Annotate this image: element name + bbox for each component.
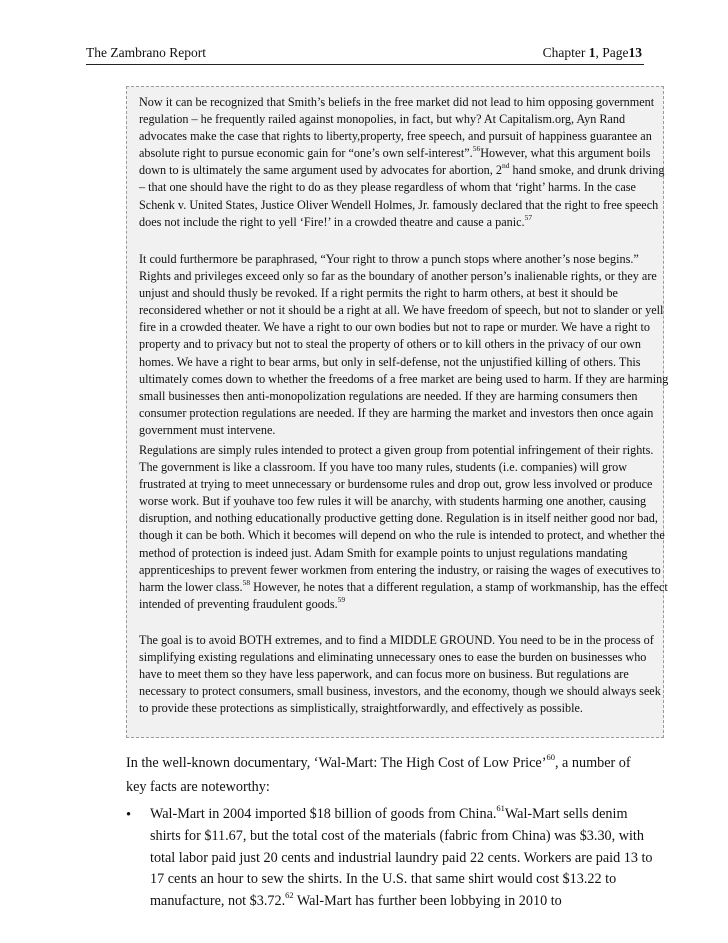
page-header (86, 44, 644, 65)
bullet-text: Wal-Mart in 2004 imported $18 billion of goods from China.$^{61}$Wal-Mart sells denim shirts for $11.67, but the total cost of the materials (fabric from China) was $3.30, with total labor paid just 20 cents and industrial laundry paid 22 cents. Workers are paid 13 to 17 cents an hour to sew the shirts. In the U.S. that same shirt would cost $13.22 to manufacture, not $3.72.62 Wal-Mart has further been lobbying in 2010 to (150, 803, 653, 910)
footnote-ref: 57 (524, 212, 533, 222)
intro-paragraph: In the well-known documentary, ‘Wal-Mart: The High Cost of Low Price’$^{60}$, a number of key facts are noteworthy: (126, 752, 631, 795)
box-paragraph-1: Now it can be recognized that Smith’s beliefs in the free market did not lead to him opposing government regulation – he frequently railed against monopolies, in fact, but why? At Capitalism.org, Ayn Rand advocates make the case that rights to liberty,property, free speech, and pursuit of happiness guarantee an absolute right to pursue economic gain for “one’s own self-interest”.$^{56}$However, what this argument boils down to is ultimately the same argument used by advocates for abortion, 2nd hand smoke, and drunk driving – that one should have the right to do as they please regardless of whom that ‘right’ harms. In the case Schenk v. United States, Justice Oliver Wendell Holmes, Jr. famously declared that the right to free speech does not include the right to yell ‘Fire!’ in a crowded theatre and cause a panic.$^{57}$ (139, 95, 665, 229)
page-number: 13 (628, 45, 642, 60)
bullet-marker: • (126, 807, 132, 823)
footnote-ref: 56 (472, 144, 481, 154)
footnote-ref: 59 (337, 594, 346, 604)
quoted-text-box (126, 86, 669, 738)
footnote-ref: 58 (242, 577, 251, 587)
chapter-number: 1 (588, 45, 596, 60)
footnote-ref: 62 (285, 890, 294, 901)
page-reference: Chapter 1, Page13 (542, 45, 642, 60)
box-paragraph-4: The goal is to avoid BOTH extremes, and to find a MIDDLE GROUND. You need to be in the process of simplifying existing regulations and eliminating unnecessary ones to ease the burden on businesses who have to meet them so they have less paperwork, and can focus more on business. But regulations are necessary to protect consumers, small business, investors, and the economy, though we should always seek to provide these protections as simplistically, straightforwardly, and effectively as possible. (139, 633, 661, 716)
box-paragraph-3: Regulations are simply rules intended to protect a given group from potential infringement of their rights. The government is like a classroom. If you have too many rules, students (i.e. companies) will grow frustrated at trying to meet unnecessary or burdensome rules and drop out, grow less involved or produce worse work. But if youhave too few rules it will be anarchy, with students harming one another, causing disruption, and nothing educationally productive getting done. Regulation is in itself neither good nor bad, though it can be both. Which it becomes will depend on who the rule is intended to protect, and whether the method of protection is indeed just. Adam Smith for example points to unjust regulations mandating apprenticeships to prevent fewer workmen from entering the industry, or raising the wages of executives to harm the lower class.$^{58}$ However, he notes that a different regulation, a stamp of workmanship, has the effect intended of preventing fraudulent goods.$^{59}$ (139, 443, 668, 611)
report-title: The Zambrano Report (86, 45, 206, 60)
footnote-ref: 61 (496, 803, 505, 813)
box-paragraph-2: It could furthermore be paraphrased, “Your right to throw a punch stops where another’s nose begins.” Rights and privileges exceed only so far as the boundary of another person’s inalienable rights, or they are unjust and should thusly be revoked. If a right permits the right to harm others, at best it should be reconsidered whether or not it should be a right at all. We have freedom of speech, but not to slander or yell fire in a crowded theater. We have a right to our own bodies but not to rape or murder. We have a right to property and to privacy but not to steal the property of others or to kill others in the privacy of our own homes. We have a right to bear arms, but only in self-defense, not the unjustified killing of others. This ultimately comes down to whether the freedoms of a free market are being used to harm. If they are harming small businesses then anti-monopolization regulations are needed. If they are harming consumers then consumer protection regulations are needed. If they are harming the market and investors then once again government must intervene. (139, 252, 669, 437)
footnote-ref: 60 (546, 752, 555, 762)
